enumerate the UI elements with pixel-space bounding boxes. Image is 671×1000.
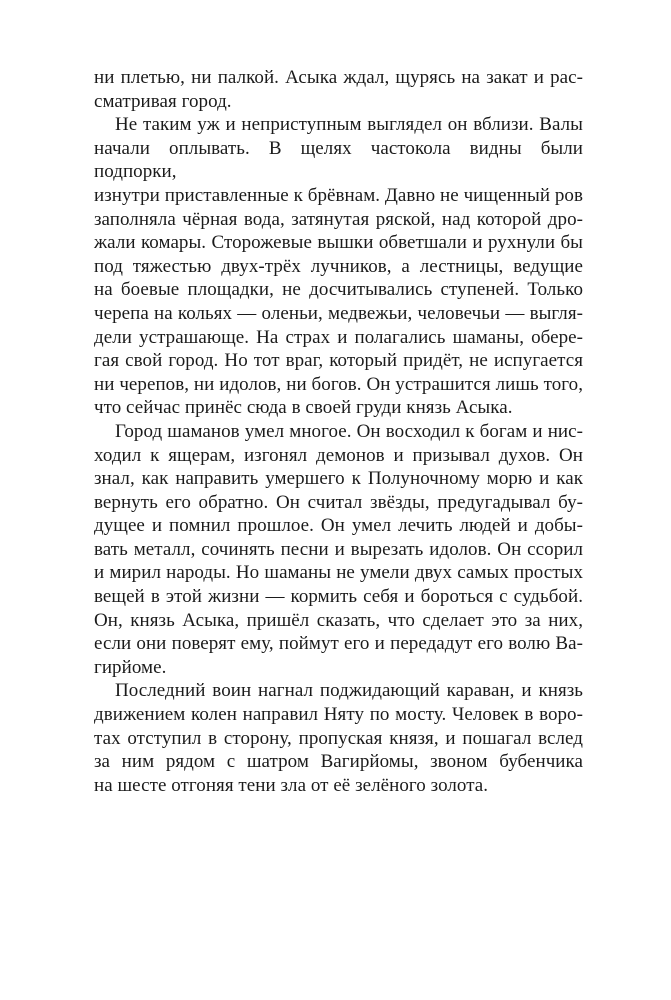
text-line: ни плетью, ни палкой. Асыка ждал, щурясь на закат и рас-: [94, 67, 583, 88]
text-line: заполняла чёрная вода, затянутая ряской, над которой дро-: [94, 208, 583, 230]
text-line: Последний воин нагнал поджидающий караван, и князь: [115, 680, 583, 702]
paragraph-3: [94, 420, 583, 680]
paragraph-1: [94, 66, 583, 113]
paragraph-2: [94, 113, 583, 420]
text-line: движением колен направил Няту по мосту. Человек в воро-: [94, 704, 583, 726]
text-line: Он, князь Асыка, пришёл сказать, что сделает это за них,: [94, 609, 583, 631]
text-line: ни черепов, ни идолов, ни богов. Он устрашится лишь того,: [94, 373, 583, 395]
text-line: дущее и помнил прошлое. Он умел лечить людей и добы-: [94, 515, 583, 537]
text-line: Не таким уж и неприступным выглядел он вблизи. Валы: [115, 114, 583, 136]
paragraph-4: [94, 679, 583, 797]
text-line: за ним рядом с шатром Вагирйомы, звоном бубенчика: [94, 751, 583, 773]
text-line: жали комары. Сторожевые вышки обветшали и рухнули бы: [94, 232, 583, 254]
page-text-block: [94, 66, 583, 797]
text-line: гая свой город. Но тот враг, который придёт, не испугается: [94, 350, 583, 372]
text-line: сматривая город.: [94, 90, 232, 112]
text-line: изнутри приставленные к брёвнам. Давно не чищенный ров: [94, 184, 583, 206]
text-line: вать металл, сочинять песни и вырезать идолов. Он ссорил: [94, 538, 583, 560]
text-line: на шесте отгоняя тени зла от её зелёного золота.: [94, 774, 489, 796]
text-line: Город шаманов умел многое. Он восходил к богам и нис-: [115, 420, 583, 442]
text-line: черепа на кольях — оленьи, медвежьи, человечьи — выгля-: [94, 302, 583, 324]
text-line: если они поверят ему, поймут его и передадут его волю Ва-: [94, 633, 583, 655]
text-line: дели устрашающе. На страх и полагались шаманы, обере-: [94, 326, 583, 348]
text-line: на боевые площадки, не досчитывались ступеней. Только: [94, 279, 583, 301]
text-line: знал, как направить умершего к Полуночному морю и как: [94, 468, 583, 490]
text-line: вещей в этой жизни — кормить себя и бороться с судьбой.: [94, 586, 583, 608]
text-line: гирйоме.: [94, 656, 167, 678]
text-line: под тяжестью двух-трёх лучников, а лестницы, ведущие: [94, 255, 583, 277]
text-line: вернуть его обратно. Он считал звёзды, предугадывал бу-: [94, 491, 583, 513]
text-line: ходил к ящерам, изгонял демонов и призывал духов. Он: [94, 444, 583, 466]
text-line: что сейчас принёс сюда в своей груди князь Асыка.: [94, 397, 513, 419]
text-line: и мирил народы. Но шаманы не умели двух самых простых: [94, 562, 583, 584]
text-line: тах отступил в сторону, пропуская князя, и пошагал вслед: [94, 727, 583, 749]
text-line: начали оплывать. В щелях частокола видны были подпорки,: [94, 137, 583, 183]
